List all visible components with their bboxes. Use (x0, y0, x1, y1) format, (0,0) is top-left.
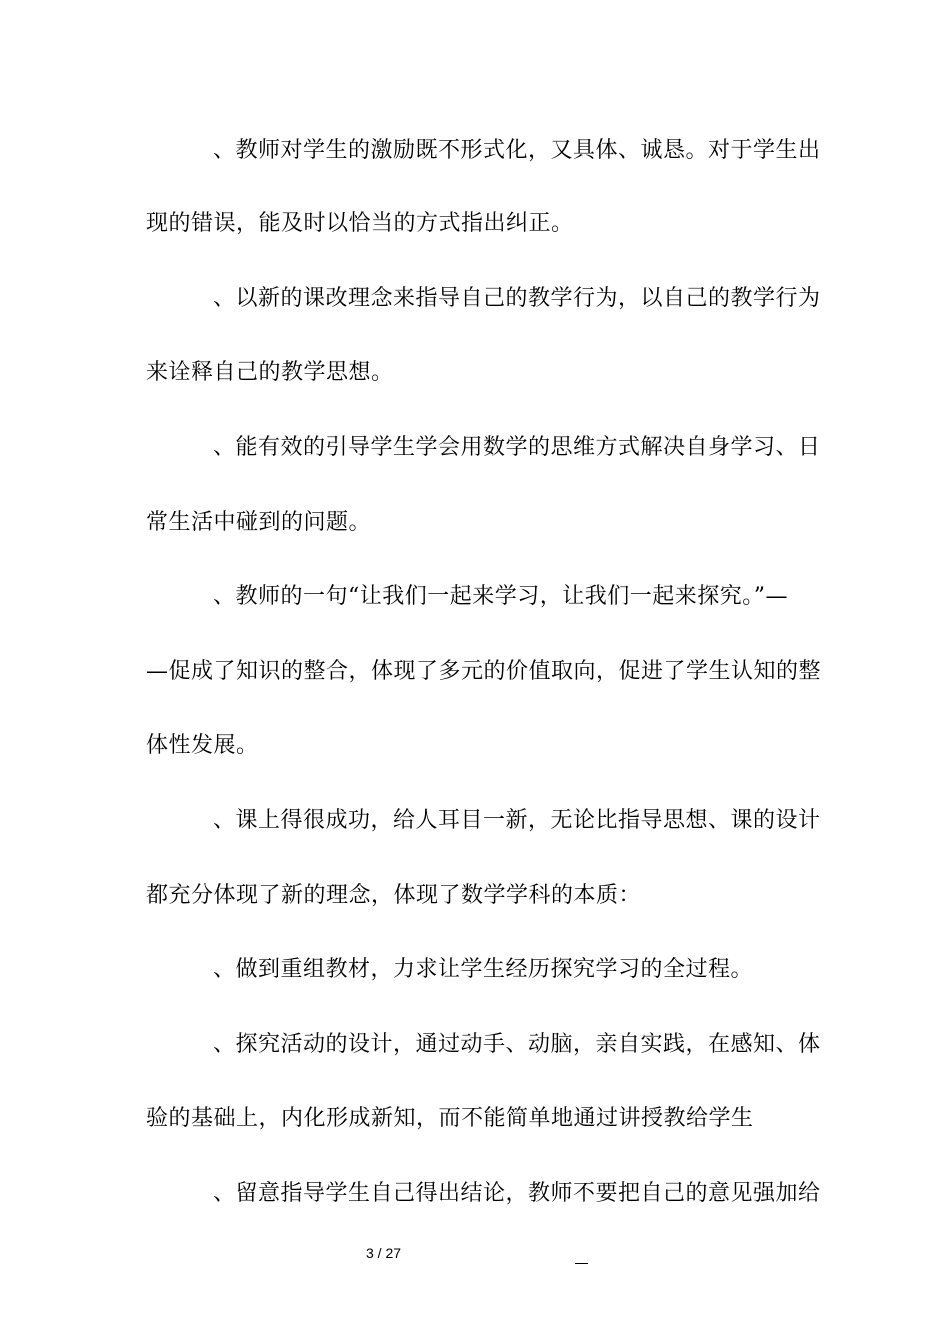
paragraph-line: 常生活中碰到的问题。 (146, 510, 372, 535)
paragraph-line: 都充分体现了新的理念，体现了数学学科的本质： (146, 883, 642, 908)
paragraph-line: 、教师对学生的激励既不形式化，又具体、诚恳。对于学生出 (213, 138, 821, 163)
paragraph-line: 现的错误，能及时以恰当的方式指出纠正。 (146, 211, 574, 236)
paragraph-line: 、探究活动的设计，通过动手、动脑，亲自实践，在感知、体 (213, 1032, 821, 1057)
paragraph-line: —促成了知识的整合，体现了多元的价值取向，促进了学生认知的整 (146, 659, 822, 684)
page-number: 3 / 27 (366, 1245, 402, 1261)
footer-underline-mark (575, 1263, 588, 1264)
paragraph-line: 来诠释自己的教学思想。 (146, 360, 394, 385)
paragraph-line: 、以新的课改理念来指导自己的教学行为，以自己的教学行为 (213, 286, 821, 311)
paragraph-line: 、能有效的引导学生学会用数学的思维方式解决自身学习、日 (213, 435, 821, 460)
paragraph-line: 、教师的一句“让我们一起来学习，让我们一起来探究。”— (213, 584, 788, 609)
paragraph-line: 、课上得很成功，给人耳目一新，无论比指导思想、课的设计 (213, 808, 821, 833)
paragraph-line: 验的基础上，内化形成新知，而不能简单地通过讲授教给学生 (146, 1106, 754, 1131)
paragraph-line: 、留意指导学生自己得出结论，教师不要把自己的意见强加给 (213, 1181, 821, 1206)
paragraph-line: 、做到重组教材，力求让学生经历探究学习的全过程。 (213, 957, 754, 982)
paragraph-line: 体性发展。 (146, 733, 259, 758)
